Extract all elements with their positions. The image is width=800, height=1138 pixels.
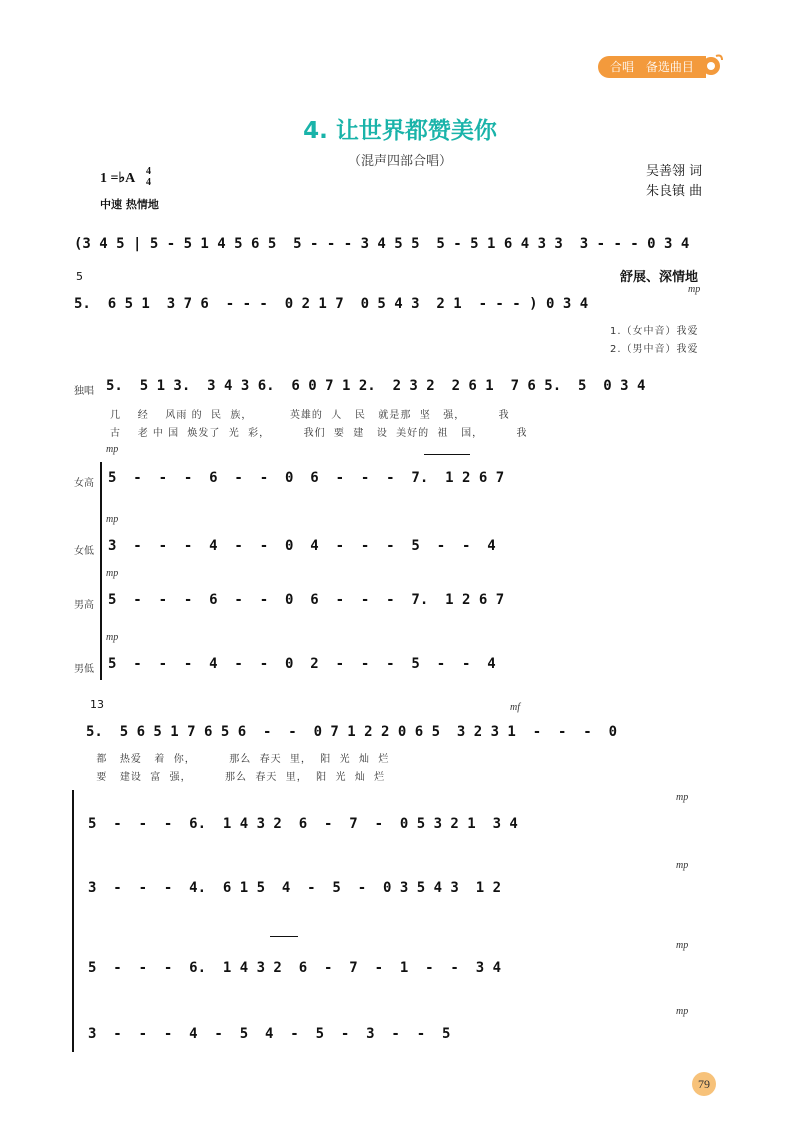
dynamic-mp: mp <box>676 860 689 871</box>
system2-melody: 5. 6 5 1 3 7 6 - - - 0 2 1 7 0 5 4 3 2 1 - - - ) 0 3 4 <box>74 296 589 312</box>
dynamic-mp: mp <box>676 940 689 951</box>
system3-tenor: 5 - - - 6 - - 0 6 - - - 7. 1 2 6 7 <box>108 592 505 608</box>
measure-number-13: 13 <box>90 698 104 711</box>
dynamic-mp: mp <box>106 444 119 455</box>
section-badge <box>598 56 706 78</box>
meter-bottom: 4 <box>146 177 151 188</box>
system3-alto: 3 - - - 4 - - 0 4 - - - 5 - - 4 <box>108 538 496 554</box>
system4-bass: 3 - - - 4 - 5 4 - 5 - 3 - - 5 <box>88 1026 451 1042</box>
system3-bass: 5 - - - 4 - - 0 2 - - - 5 - - 4 <box>108 656 496 672</box>
time-signature <box>146 166 151 188</box>
system3-melody: 5. 5 1 3. 3 4 3 6. 6 0 7 1 2. 2 3 2 2 6 1 7 6 5. 5 0 3 4 <box>106 378 646 394</box>
page-number: 79 <box>692 1072 716 1096</box>
verse1-singer: 1.（女中音）我爱 <box>610 326 699 337</box>
dynamic-mp: mp <box>106 568 119 579</box>
section-label: 合唱 <box>610 60 635 74</box>
choir-bracket <box>100 462 102 680</box>
tempo-marking: 中速 热情地 <box>100 198 159 211</box>
dynamic-mp: mp <box>676 792 689 803</box>
lyricist-credit: 吴善翎 词 <box>646 164 703 179</box>
dynamic-mf: mf <box>510 702 520 713</box>
part-label-melody: 独唱 <box>74 386 94 397</box>
part-label-bass: 男低 <box>74 664 94 675</box>
verse2-singer: 2.（男中音）我爱 <box>610 344 699 355</box>
system4-alto: 3 - - - 4. 6 1 5 4 - 5 - 0 3 5 4 3 1 2 <box>88 880 502 896</box>
song-subtitle: （混声四部合唱） <box>347 154 452 169</box>
system4-tenor: 5 - - - 6. 1 4 3 2 6 - 7 - 1 - - 3 4 <box>88 960 502 976</box>
system3-lyric2: 古 老 中 国 焕发了 光 彩， 我们 要 建 设 美好的 祖 国， 我 <box>110 428 528 439</box>
tie-line <box>424 454 470 455</box>
part-label-soprano: 女高 <box>74 478 94 489</box>
meter-top: 4 <box>146 166 151 177</box>
system4-melody: 5. 5 6 5 1 7 6 5 6 - - 0 7 1 2 2 0 6 5 3 2 3 1 - - - 0 <box>86 724 618 740</box>
tie-line <box>270 936 298 937</box>
expression-marking: 舒展、深情地 <box>620 270 699 285</box>
choir-bracket <box>72 790 74 1052</box>
system4-lyric1: 都 热爱 着 你， 那么 春天 里， 阳 光 灿 烂 <box>88 754 390 765</box>
dynamic-mp: mp <box>106 514 119 525</box>
system4-soprano: 5 - - - 6. 1 4 3 2 6 - 7 - 0 5 3 2 1 3 4 <box>88 816 518 832</box>
measure-number-5: 5 <box>76 270 83 283</box>
flower-icon <box>698 52 724 78</box>
system1-melody: (3 4 5 | 5 - 5 1 4 5 6 5 5 - - - 3 4 5 5 5 - 5 1 6 4 3 3 3 - - - 0 3 4 <box>74 236 690 252</box>
system3-soprano: 5 - - - 6 - - 0 6 - - - 7. 1 2 6 7 <box>108 470 505 486</box>
dynamic-mp: mp <box>106 632 119 643</box>
key-signature: 1 =♭A <box>100 171 136 186</box>
system3-lyric1: 几 经 风雨 的 民 族， 英雄的 人 民 就是那 坚 强， 我 <box>110 410 510 421</box>
dynamic-mp: mp <box>676 1006 689 1017</box>
subsection-label: 备选曲目 <box>645 60 694 74</box>
song-title: 4. 让世界都赞美你 <box>303 118 497 144</box>
system4-lyric2: 要 建设 富 强， 那么 春天 里， 阳 光 灿 烂 <box>88 772 386 783</box>
composer-credit: 朱良镇 曲 <box>646 184 703 199</box>
part-label-alto: 女低 <box>74 546 94 557</box>
dynamic-mp: mp <box>688 284 701 295</box>
part-label-tenor: 男高 <box>74 600 94 611</box>
